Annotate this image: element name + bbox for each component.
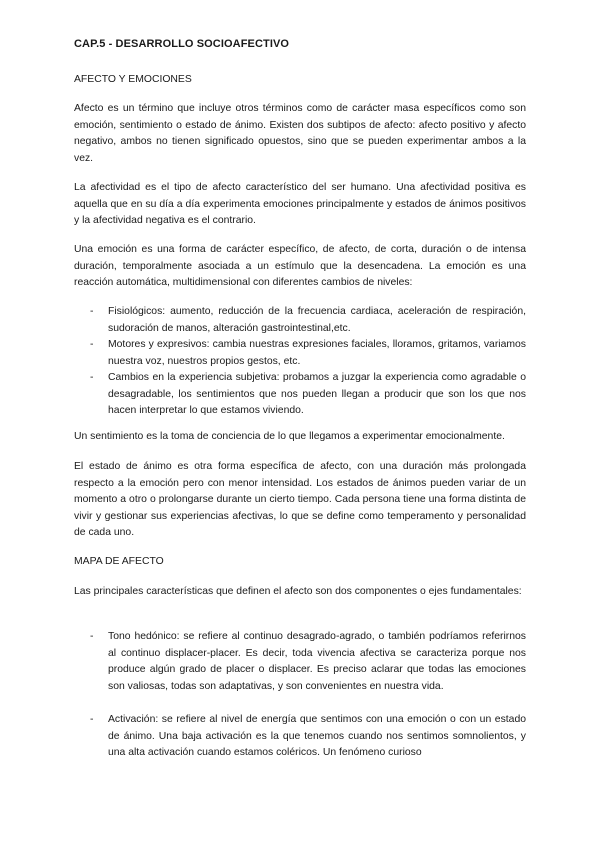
paragraph-emocion: Una emoción es una forma de carácter específico, de afecto, de corta, duración o de intensa duración, temporalmente asociada a un estímulo que la desencadena. La emoción es una reacción automática, multidimensional con diferentes cambios de niveles: xyxy=(74,244,526,288)
list-item: - Activación: se refiere al nivel de energía que sentimos con una emoción o con un estado de ánimo. Una baja activación es la que tenemos cuando nos sentimos somnolientos, y una alta activación cuando estamos coléricos. Un fenómeno curioso xyxy=(90,714,526,758)
paragraph-estado-animo: El estado de ánimo es otra forma específica de afecto, con una duración más prolongada respecto a la emoción pero con menor intensidad. Los estados de ánimos pueden variar de un momento a otro o prolongarse durante un cierto tiempo. Cada persona tiene una forma distinta de vivir y gestionar sus experiencias afectivas, lo que se define como temperamento y personalidad de cada uno. xyxy=(74,461,526,538)
list-item: - Tono hedónico: se refiere al continuo desagrado-agrado, o también podríamos referirnos al continuo displacer-placer. Es decir, toda vivencia afectiva se caracteriza porque nos produce algún grado de placer o displacer. Es preciso aclarar que todas las emociones son valiosas, todas son adaptativas, y son convenientes en nuestra vida. xyxy=(90,631,526,692)
affect-axes-list xyxy=(74,629,526,762)
paragraph-sentimiento: Un sentimiento es la toma de conciencia de lo que llegamos a experimentar emocionalmente. xyxy=(74,431,505,442)
bullet-dash: - xyxy=(90,631,94,642)
bullet-dash: - xyxy=(90,372,94,383)
emotion-levels-list xyxy=(74,304,526,420)
list-item: - Cambios en la experiencia subjetiva: probamos a juzgar la experiencia como agradable o desagradable, los sentimientos que nos pueden llegan a producir que son los que nos hacen interpretar lo que estamos viviendo. xyxy=(90,372,526,416)
bullet-dash: - xyxy=(90,714,94,725)
paragraph-afectividad: La afectividad es el tipo de afecto característico del ser humano. Una afectividad positiva es aquella que en su día a día experimenta emociones principalmente y estados de ánimos positivos y la afectividad negativa es el contrario. xyxy=(74,182,526,226)
list-item: - Fisiológicos: aumento, reducción de la frecuencia cardiaca, aceleración de respiración, sudoración de manos, alteración gastrointestinal,etc. xyxy=(90,306,526,334)
section-heading-afecto-emociones: AFECTO Y EMOCIONES xyxy=(74,74,192,85)
bullet-dash: - xyxy=(90,339,94,350)
paragraph-afecto: Afecto es un término que incluye otros términos como de carácter masa específicos como son emoción, sentimiento o estado de ánimo. Existen dos subtipos de afecto: afecto positivo y afecto negativo, ambos no tienen significado opuestos, sino que se pueden experimentar ambos a la vez. xyxy=(74,103,526,164)
paragraph-caracteristicas: Las principales características que definen el afecto son dos componentes o ejes fundamentales: xyxy=(74,586,522,597)
chapter-title: CAP.5 - DESARROLLO SOCIOAFECTIVO xyxy=(74,38,290,50)
section-heading-mapa-afecto: MAPA DE AFECTO xyxy=(74,556,164,567)
bullet-dash: - xyxy=(90,306,94,317)
list-item: - Motores y expresivos: cambia nuestras expresiones faciales, lloramos, gritamos, variamos nuestra voz, nuestros propios gestos, etc. xyxy=(90,339,526,367)
